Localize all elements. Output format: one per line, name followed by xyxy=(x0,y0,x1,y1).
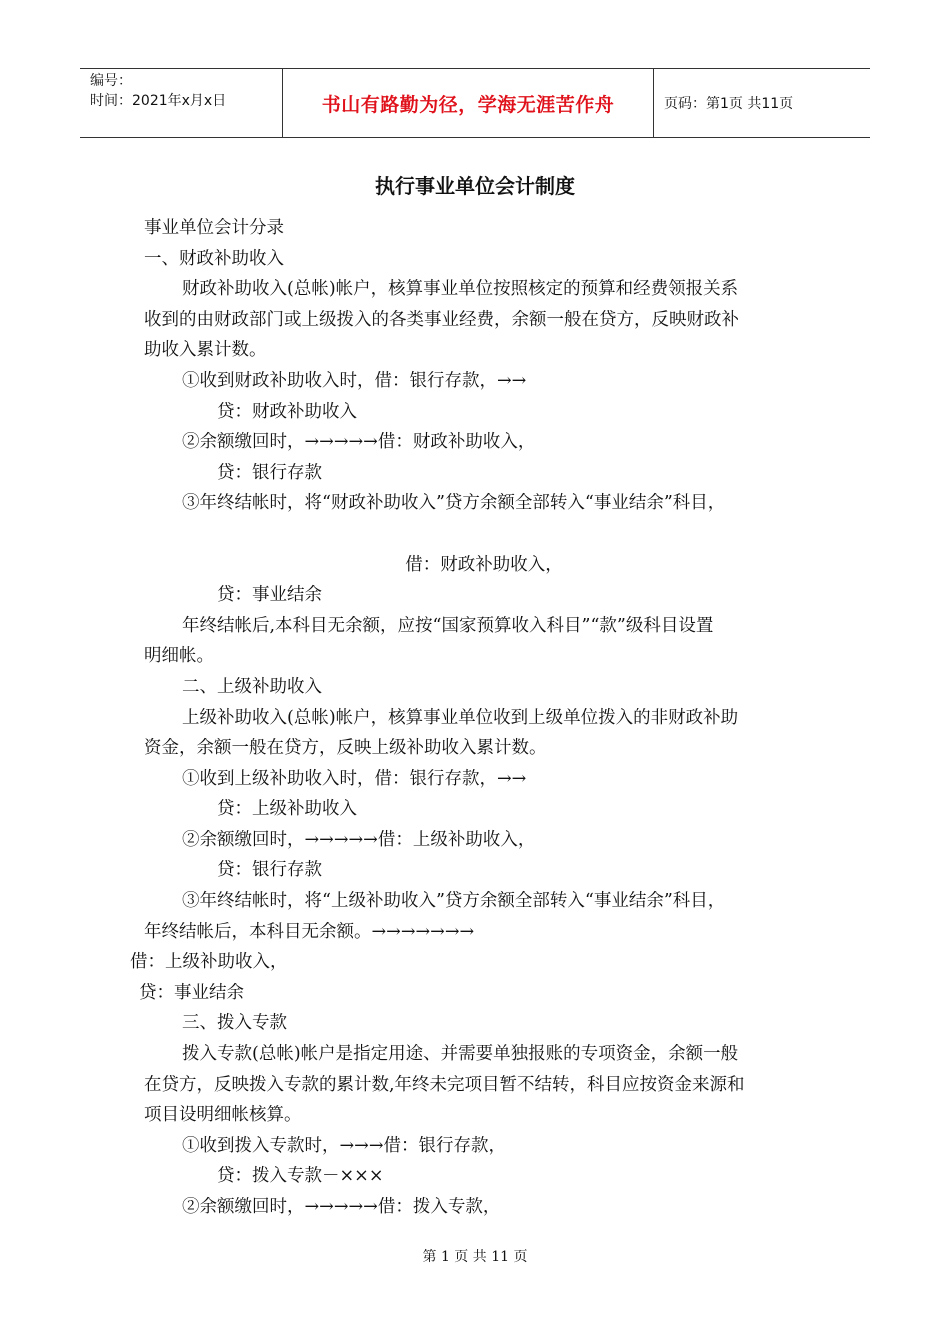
page-header xyxy=(80,68,870,138)
paragraph-line: 财政补助收入(总帐)帐户，核算事业单位按照核定的预算和经费领报关系 xyxy=(182,279,739,300)
entry-line: 贷：上级补助收入 xyxy=(217,799,357,820)
entry-line: 贷：事业结余 xyxy=(217,585,322,606)
entry-line: 贷：银行存款 xyxy=(217,860,322,881)
paragraph-line: 拨入专款(总帐)帐户是指定用途、并需要单独报账的专项资金，余额一般 xyxy=(182,1044,739,1065)
paragraph-line: 在贷方，反映拨入专款的累计数,年终未完项目暂不结转，科目应按资金来源和 xyxy=(144,1074,745,1095)
document-title: 执行事业单位会计制度 xyxy=(375,174,575,198)
header-page-cell xyxy=(654,69,870,137)
page-code: 页码：第1页 共11页 xyxy=(664,96,794,112)
section-heading: 二、上级补助收入 xyxy=(182,676,322,697)
motto-text: 书山有路勤为径，学海无涯苦作舟 xyxy=(321,93,615,116)
paragraph-line: 明细帐。 xyxy=(144,646,214,667)
section-heading: 一、财政补助收入 xyxy=(144,248,284,269)
paragraph-line: 年终结帐后,本科目无余额，应按“国家预算收入科目”“款”级科目设置 xyxy=(182,615,714,636)
number-label: 编号： xyxy=(90,73,132,89)
entry-line: ①收到上级补助收入时，借：银行存款，→→ xyxy=(182,768,527,789)
paragraph-line: 项目设明细帐核算。 xyxy=(144,1105,302,1126)
entry-line: 借：上级补助收入， xyxy=(130,952,288,973)
time-label: 时间：2021年x月x日 xyxy=(90,93,227,109)
paragraph-line: 收到的由财政部门或上级拨入的各类事业经费，余额一般在贷方，反映财政补 xyxy=(144,309,739,330)
section-heading: 事业单位会计分录 xyxy=(144,218,284,238)
entry-line: ③年终结帐时，将“财政补助收入”贷方余额全部转入“事业结余”科目， xyxy=(182,493,726,514)
page-footer: 第 1 页 共 11 页 xyxy=(422,1249,528,1265)
paragraph-line: 年终结帐后，本科目无余额。→→→→→→→ xyxy=(144,921,475,942)
header-meta xyxy=(80,69,282,137)
section-heading: 三、拨入专款 xyxy=(182,1013,287,1034)
document-body xyxy=(130,213,824,1223)
entry-line: 贷：银行存款 xyxy=(217,462,322,483)
paragraph-line: 助收入累计数。 xyxy=(144,340,267,361)
entry-line: ③年终结帐时，将“上级补助收入”贷方余额全部转入“事业结余”科目， xyxy=(182,891,726,912)
paragraph-line: 上级补助收入(总帐)帐户，核算事业单位收到上级单位拨入的非财政补助 xyxy=(182,707,739,728)
entry-line: ②余额缴回时，→→→→→借：财政补助收入， xyxy=(182,432,536,453)
entry-line: 贷：拨入专款－××× xyxy=(217,1166,384,1187)
entry-line: ②余额缴回时，→→→→→借：拨入专款， xyxy=(182,1197,501,1217)
entry-line: ①收到财政补助收入时，借：银行存款，→→ xyxy=(182,370,527,391)
entry-line: 借：财政补助收入， xyxy=(405,554,563,575)
entry-line: ②余额缴回时，→→→→→借：上级补助收入， xyxy=(182,829,536,850)
entry-line: 贷：财政补助收入 xyxy=(217,401,357,422)
entry-line: 贷：事业结余 xyxy=(139,982,244,1003)
blank-line xyxy=(144,519,824,550)
entry-line: ①收到拨入专款时，→→→借：银行存款， xyxy=(182,1135,506,1156)
header-motto-cell xyxy=(282,69,654,137)
paragraph-line: 资金，余额一般在贷方，反映上级补助收入累计数。 xyxy=(144,738,547,759)
